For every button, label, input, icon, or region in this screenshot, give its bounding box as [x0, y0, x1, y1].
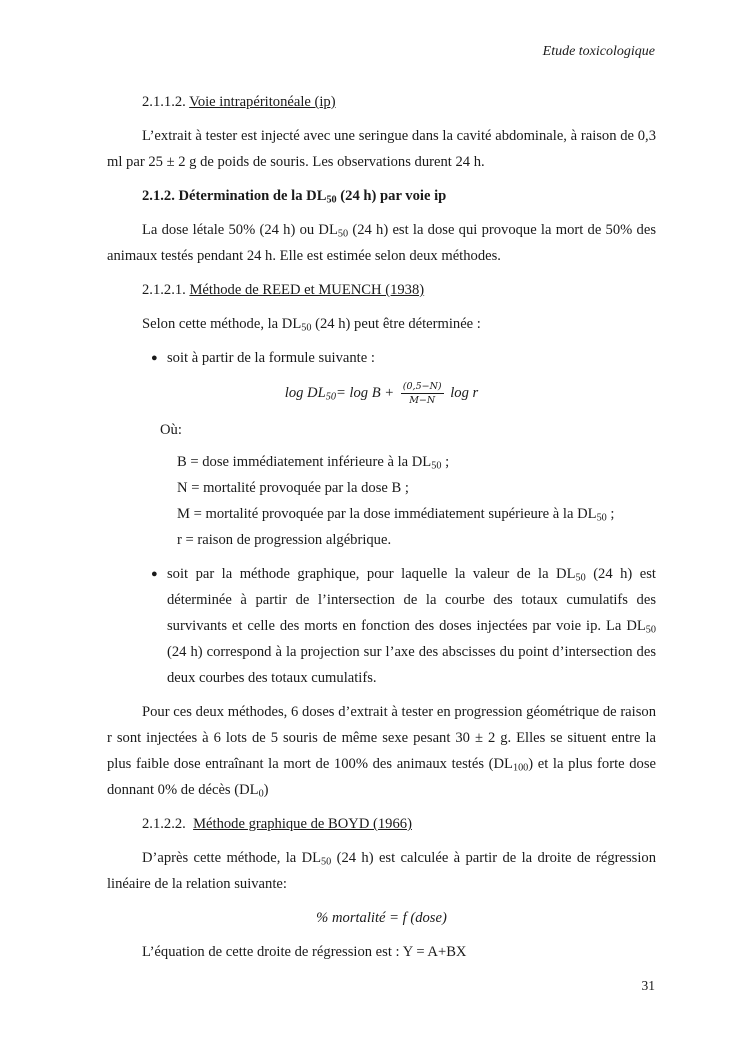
text: ;: [441, 454, 450, 470]
subscript: 50: [301, 322, 312, 334]
paragraph-doses: [107, 699, 656, 803]
heading-text-end: (24 h) par voie ip: [336, 188, 447, 204]
subscript: 50: [596, 512, 607, 524]
bullet-icon: ●: [151, 352, 158, 364]
text: (24 h) est la dose qui provoque la mort de 50% des animaux testés pendant 24 h. Elle est estimée selon deux méthodes.: [107, 222, 656, 264]
bullet-formula: [107, 345, 656, 371]
heading-number: 2.1.1.2.: [142, 94, 186, 110]
bullet-icon: ●: [151, 568, 158, 580]
heading-2-1-2-2: [107, 811, 656, 837]
heading-2-1-2: [107, 183, 656, 209]
definition-m: [177, 501, 656, 527]
subscript: 50: [575, 572, 586, 584]
text: ) et la plus forte dose donnant 0% de décès (DL: [107, 756, 656, 798]
formula-part: log DL: [284, 385, 326, 401]
text: B = dose immédiatement inférieure à la DL: [177, 454, 432, 470]
subscript: 0: [258, 788, 264, 800]
heading-text: 2.1.2. Détermination de la DL: [142, 188, 327, 204]
page-content: [107, 89, 656, 973]
text: ;: [606, 506, 615, 522]
heading-title: Voie intrapéritonéale (ip): [189, 94, 336, 110]
paragraph-boyd: [107, 845, 656, 897]
formula-mortality: % mortalité = f (dose): [316, 910, 447, 926]
heading-number: 2.1.2.2.: [142, 816, 186, 832]
text: (24 h) peut être déterminée :: [311, 316, 481, 332]
paragraph-reed-muench: [107, 311, 656, 337]
text: La dose létale 50% (24 h) ou DL: [142, 222, 338, 238]
subscript: 50: [326, 194, 337, 206]
bullet-text: soit à partir de la formule suivante :: [167, 350, 375, 366]
page-number: 31: [641, 978, 655, 993]
subscript: 100: [512, 762, 529, 774]
text: D’après cette méthode, la DL: [142, 850, 322, 866]
subscript: 50: [431, 460, 442, 472]
subscript: 50: [325, 391, 336, 403]
text: ): [263, 782, 269, 798]
text: soit par la méthode graphique, pour laquelle la valeur de la DL: [167, 566, 576, 582]
running-header: Etude toxicologique: [542, 44, 655, 59]
formula-part: log r: [446, 385, 479, 401]
formula-definitions: [107, 449, 656, 553]
paragraph-ip-injection: L’extrait à tester est injecté avec une seringue dans la cavité abdominale, à raison de 0,3 ml par 25 ± 2 g de poids de souris. Les observations durent 24 h.: [107, 128, 656, 170]
paragraph-dl50-definition: [107, 217, 656, 269]
bullet-text: [167, 561, 656, 691]
where-label: Où:: [160, 422, 182, 438]
heading-title: Méthode graphique de BOYD (1966): [193, 816, 412, 832]
heading-2-1-2-1: [107, 277, 656, 303]
definition-n: N = mortalité provoquée par la dose B ;: [177, 480, 409, 496]
fraction-denominator: M−N: [409, 395, 436, 407]
text: Selon cette méthode, la DL: [142, 316, 302, 332]
text: M = mortalité provoquée par la dose immédiatement supérieure à la DL: [177, 506, 597, 522]
text: (24 h) est déterminée à partir de l’intersection de la courbe des totaux cumulatifs des survivants et celle des morts en fonction des doses injectées par voie ip. La DL: [167, 566, 656, 634]
paragraph-regression-equation: L’équation de cette droite de régression est : Y = A+BX: [142, 944, 467, 960]
formula-part: = log B +: [335, 385, 398, 401]
subscript: 50: [337, 228, 349, 240]
subscript: 50: [321, 856, 332, 868]
heading-2-1-1-2: [107, 89, 656, 115]
fraction: [401, 381, 444, 406]
text: (24 h) correspond à la projection sur l’axe des abscisses du point d’intersection des deux courbes des totaux cumulatifs.: [167, 644, 656, 686]
bullet-graphic-method: [107, 561, 656, 691]
heading-title: Méthode de REED et MUENCH (1938): [189, 282, 425, 298]
heading-number: 2.1.2.1.: [142, 282, 186, 298]
subscript: 50: [645, 624, 656, 636]
fraction-numerator: (0,5−N): [402, 381, 442, 393]
definition-r: r = raison de progression algébrique.: [177, 532, 392, 548]
definition-b: [177, 449, 656, 475]
text: Pour ces deux méthodes, 6 doses d’extrait à tester en progression géométrique de raison r sont injectées à 6 lots de 5 souris de même sexe pesant 30 ± 2 g. Elles se situent entre la plus faible dose entraînant la mort de 100% des animaux testés (DL: [107, 704, 656, 772]
text: (24 h) est calculée à partir de la droite de régression linéaire de la relation suivante:: [107, 850, 656, 892]
formula-reed-muench: [107, 375, 656, 411]
